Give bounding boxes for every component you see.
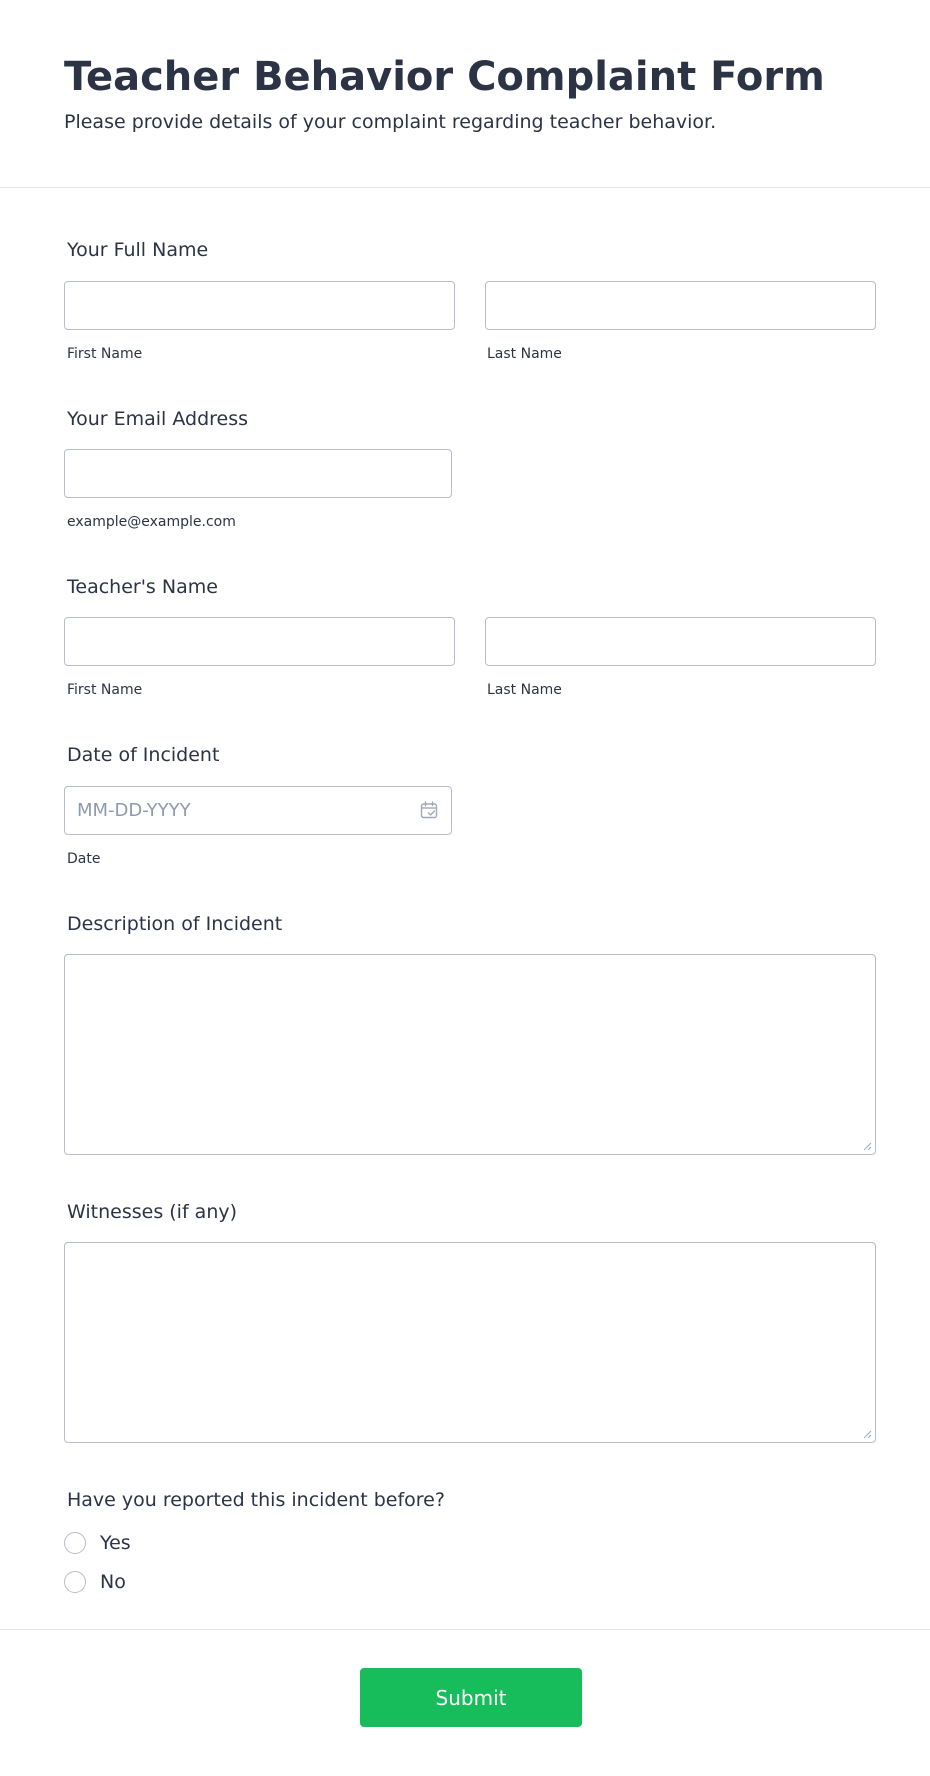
full-name-label: Your Full Name [67,239,209,261]
radio-no-label[interactable]: No [100,1571,126,1593]
full-name-first-input[interactable] [64,281,455,330]
footer-divider [0,1629,930,1630]
date-label: Date of Incident [67,744,220,766]
calendar-icon[interactable] [420,801,438,819]
witnesses-label: Witnesses (if any) [67,1201,238,1223]
submit-button[interactable]: Submit [360,1668,582,1727]
email-input[interactable] [64,449,452,498]
full-name-last-sublabel: Last Name [487,346,562,362]
witnesses-textarea[interactable] [64,1242,876,1443]
description-label: Description of Incident [67,913,283,935]
reported-before-label: Have you reported this incident before? [67,1489,445,1511]
description-textarea[interactable] [64,954,876,1155]
email-sublabel: example@example.com [67,514,236,530]
resize-grip-icon[interactable] [862,1141,872,1151]
resize-grip-icon[interactable] [862,1429,872,1439]
form-header [0,0,930,188]
date-sublabel: Date [67,851,101,867]
teacher-name-label: Teacher's Name [67,576,218,598]
radio-option-yes[interactable] [64,1530,131,1556]
form-subtitle: Please provide details of your complaint regarding teacher behavior. [64,111,717,133]
radio-no[interactable] [64,1571,86,1593]
full-name-last-input[interactable] [485,281,876,330]
radio-option-no[interactable] [64,1569,126,1595]
teacher-last-input[interactable] [485,617,876,666]
email-label: Your Email Address [67,408,249,430]
teacher-first-sublabel: First Name [67,682,143,698]
full-name-first-sublabel: First Name [67,346,143,362]
date-input[interactable] [64,786,452,835]
radio-yes[interactable] [64,1532,86,1554]
teacher-last-sublabel: Last Name [487,682,562,698]
teacher-first-input[interactable] [64,617,455,666]
form-title: Teacher Behavior Complaint Form [64,54,825,100]
radio-yes-label[interactable]: Yes [100,1532,131,1554]
